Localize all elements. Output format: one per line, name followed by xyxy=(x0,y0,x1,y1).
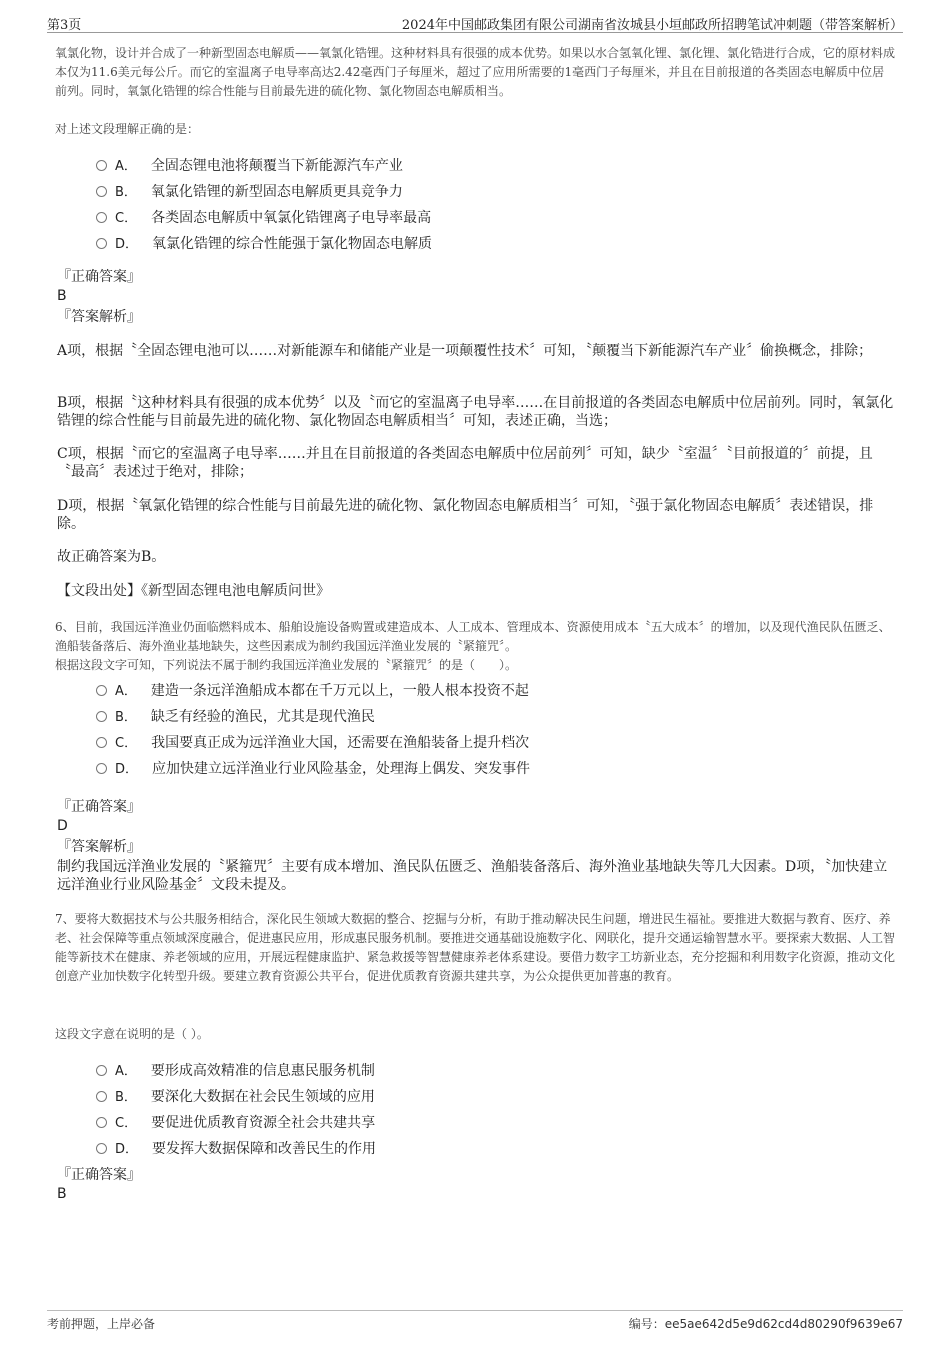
q5-option-c[interactable]: C． 各类固态电解质中氧氯化锆锂离子电导率最高 xyxy=(96,207,431,227)
q7-option-c[interactable]: C． 要促进优质教育资源全社会共建共享 xyxy=(96,1112,375,1132)
page-number: 第3页 xyxy=(47,18,82,33)
q6-passage: 6、目前，我国远洋渔业仍面临燃料成本、船舶设施设备购置或建造成本、人工成本、管理成本、资源使用成本〝五大成本〞的增加，以及现代渔民队伍匮乏、渔船装备落后、海外渔业基地缺失，这些因素成为制约我国远洋渔业发展的〝紧箍咒〞。 xyxy=(55,620,891,653)
document-title: 2024年中国邮政集团有限公司湖南省汝城县小垣邮政所招聘笔试冲刺题（带答案解析） xyxy=(401,18,903,33)
q6-answer-label: 『正确答案』 xyxy=(57,799,141,815)
radio-icon[interactable] xyxy=(96,1143,107,1154)
q5-option-b[interactable]: B． 氧氯化锆锂的新型固态电解质更具竞争力 xyxy=(96,181,403,201)
radio-icon[interactable] xyxy=(96,212,107,223)
q7-option-a[interactable]: A． 要形成高效精准的信息惠民服务机制 xyxy=(96,1060,375,1080)
q7-option-b[interactable]: B． 要深化大数据在社会民生领域的应用 xyxy=(96,1086,375,1106)
radio-icon[interactable] xyxy=(96,763,107,774)
q5-option-a[interactable]: A． 全固态锂电池将颠覆当下新能源汽车产业 xyxy=(96,155,403,175)
q7-option-d[interactable]: D． 要发挥大数据保障和改善民生的作用 xyxy=(96,1138,376,1158)
q5-answer: B xyxy=(57,288,67,304)
q6-analysis-label: 『答案解析』 xyxy=(57,839,141,855)
q5-analysis-b: B项，根据〝这种材料具有很强的成本优势〞以及〝而它的室温离子电导率……在目前报道的各类固态电解质中位居前列。同时，氧氯化锆锂的综合性能与目前最先进的硫化物、氯化物固态电解质相当〞可知，表述正确，当选； xyxy=(57,395,894,429)
q5-option-d[interactable]: D． 氧氯化锆锂的综合性能强于氯化物固态电解质 xyxy=(96,233,432,253)
q7-answer: B xyxy=(57,1186,67,1202)
radio-icon[interactable] xyxy=(96,737,107,748)
q7-passage: 7、要将大数据技术与公共服务相结合，深化民生领域大数据的整合、挖掘与分析，有助于推动解决民生问题，增进民生福祉。要推进大数据与教育、医疗、养老、社会保障等重点领域深度融合，促进惠民应用，形成惠民服务机制。要推进交通基础设施数字化、网联化，提升交通运输智慧水平。要探索大数据、人工智能等新技术在健康、养老领域的应用，开展远程健康监护、紧急救援等智慧健康养老体系建设。要借力数字工坊新业态，充分挖掘和利用数字化资源，推动文化创意产业加快数字化转型升级。要建立教育资源公共平台，促进优质教育资源共建共享，为公众提供更加普惠的教育。 xyxy=(55,912,896,983)
q5-question: 对上述文段理解正确的是： xyxy=(55,122,200,136)
footer-slogan: 考前押题，上岸必备 xyxy=(47,1317,156,1331)
q5-source: 【文段出处】《新型固态锂电池电解质问世》 xyxy=(57,583,330,599)
q7-question: 这段文字意在说明的是（ ）。 xyxy=(55,1027,209,1041)
q6-question: 根据这段文字可知，下列说法不属于制约我国远洋渔业发展的〝紧箍咒〞的是（ ）。 xyxy=(55,658,518,672)
page-header xyxy=(47,12,903,33)
q5-answer-label: 『正确答案』 xyxy=(57,269,141,285)
radio-icon[interactable] xyxy=(96,685,107,696)
q6-option-b[interactable]: B． 缺乏有经验的渔民，尤其是现代渔民 xyxy=(96,706,375,726)
radio-icon[interactable] xyxy=(96,711,107,722)
radio-icon[interactable] xyxy=(96,1117,107,1128)
radio-icon[interactable] xyxy=(96,186,107,197)
radio-icon[interactable] xyxy=(96,160,107,171)
q6-option-c[interactable]: C． 我国要真正成为远洋渔业大国，还需要在渔船装备上提升档次 xyxy=(96,732,529,752)
q5-analysis-label: 『答案解析』 xyxy=(57,309,141,325)
page-footer xyxy=(47,1310,903,1333)
q5-conclusion: 故正确答案为B。 xyxy=(57,549,166,565)
q5-analysis-a: A项，根据〝全固态锂电池可以……对新能源车和储能产业是一项颠覆性技术〞可知，〝颠覆当下新能源汽车产业〞偷换概念，排除； xyxy=(57,343,873,359)
q6-answer: D xyxy=(57,818,68,834)
q6-option-a[interactable]: A． 建造一条远洋渔船成本都在千万元以上，一般人根本投资不起 xyxy=(96,680,529,700)
q6-analysis: 制约我国远洋渔业发展的〝紧箍咒〞主要有成本增加、渔民队伍匮乏、渔船装备落后、海外渔业基地缺失等几大因素。D项，〝加快建立远洋渔业行业风险基金〞文段未提及。 xyxy=(57,859,888,893)
radio-icon[interactable] xyxy=(96,1065,107,1076)
document-serial: 编号：ee5ae642d5e9d62cd4d80290f9639e67 xyxy=(628,1317,903,1331)
radio-icon[interactable] xyxy=(96,1091,107,1102)
radio-icon[interactable] xyxy=(96,238,107,249)
q7-answer-label: 『正确答案』 xyxy=(57,1167,141,1183)
q5-passage: 氧氯化物，设计并合成了一种新型固态电解质——氧氯化锆锂。这种材料具有很强的成本优势。如果以水合氢氧化锂、氯化锂、氯化锆进行合成，它的原材料成本仅为11.6美元每公斤。而它的室温离子电导率高达2.42毫西门子每厘米，超过了应用所需要的1毫西门子每厘米，并且在目前报道的各类固态电解质中位居前列。同时，氧氯化锆锂的综合性能与目前最先进的硫化物、氯化物固态电解质相当。 xyxy=(55,46,896,98)
q5-analysis-d: D项，根据〝氧氯化锆锂的综合性能与目前最先进的硫化物、氯化物固态电解质相当〞可知，〝强于氯化物固态电解质〞表述错误，排除。 xyxy=(57,498,874,532)
q5-analysis-c: C项，根据〝而它的室温离子电导率……并且在目前报道的各类固态电解质中位居前列〞可知，缺少〝室温〞〝目前报道的〞前提，且〝最高〞表述过于绝对，排除； xyxy=(57,446,873,480)
q6-option-d[interactable]: D． 应加快建立远洋渔业行业风险基金，处理海上偶发、突发事件 xyxy=(96,758,530,778)
